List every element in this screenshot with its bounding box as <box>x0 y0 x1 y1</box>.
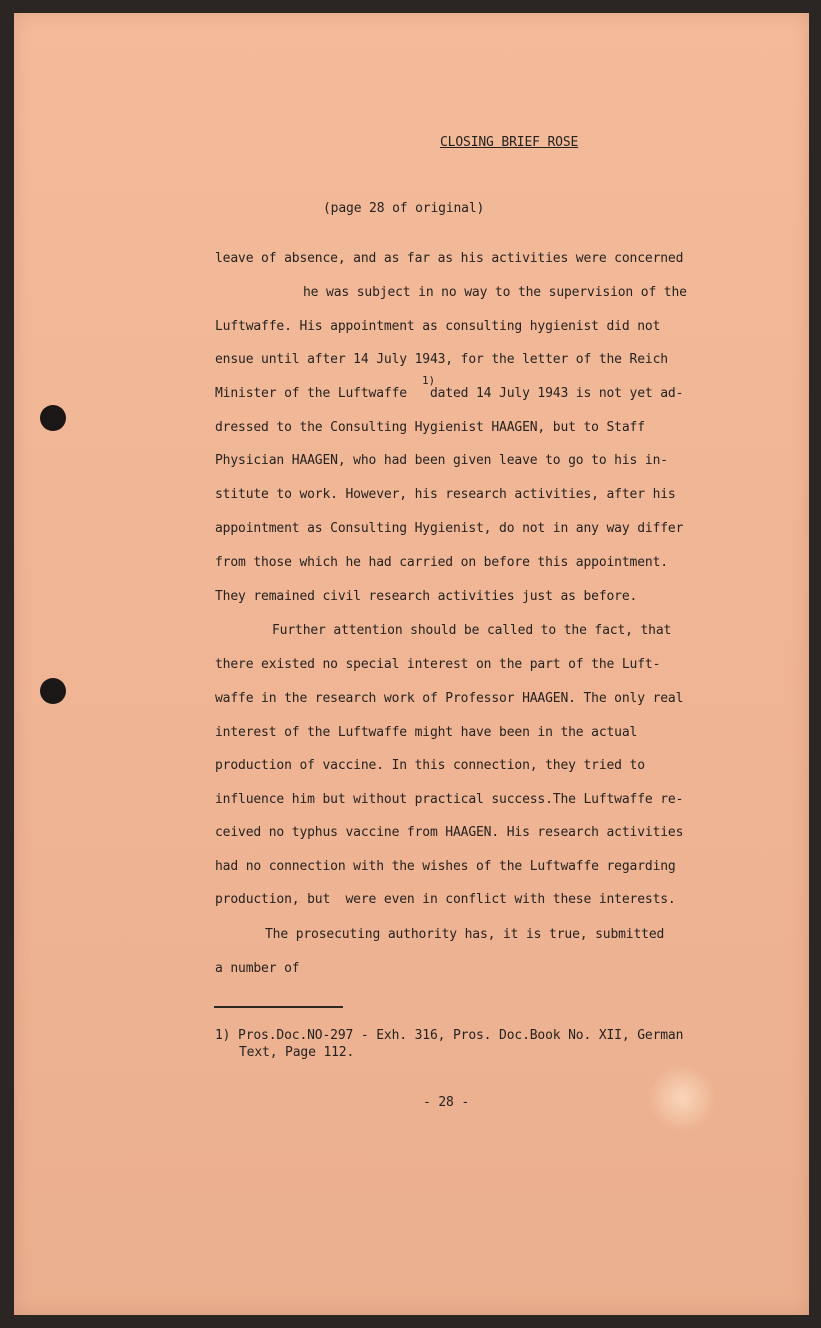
body-line-8: stitute to work. However, his research activities, after his <box>215 487 676 502</box>
body-line-12: Further attention should be called to the fact, that <box>272 623 672 638</box>
page-number: - 28 - <box>423 1095 470 1110</box>
body-line-7: Physician HAAGEN, who had been given leave to go to his in- <box>215 453 668 468</box>
body-line-15: interest of the Luftwaffe might have been in the actual <box>215 725 638 740</box>
document-title: CLOSING BRIEF ROSE <box>440 135 579 150</box>
body-line-19: had no connection with the wishes of the Luftwaffe regarding <box>215 859 676 874</box>
body-line-22: a number of <box>215 961 300 976</box>
body-line-4: ensue until after 14 July 1943, for the letter of the Reich <box>215 352 668 367</box>
footnote-reference: 1) <box>422 374 435 387</box>
body-line-14: waffe in the research work of Professor HAAGEN. The only real <box>215 691 684 706</box>
body-line-20: production, but were even in conflict with these interests. <box>215 892 676 907</box>
body-line-9: appointment as Consulting Hygienist, do not in any way differ <box>215 521 684 536</box>
body-line-11: They remained civil research activities just as before. <box>215 589 638 604</box>
footnote-divider <box>214 1006 343 1008</box>
body-line-17: influence him but without practical success.The Luftwaffe re- <box>215 792 684 807</box>
body-line-16: production of vaccine. In this connection, they tried to <box>215 758 645 773</box>
body-line-5: Minister of the Luftwaffe dated 14 July 1943 is not yet ad- <box>215 386 684 401</box>
body-line-21: The prosecuting authority has, it is true, submitted <box>265 927 665 942</box>
binder-hole-icon <box>40 405 66 431</box>
body-line-3: Luftwaffe. His appointment as consulting hygienist did not <box>215 319 661 334</box>
document-page <box>14 13 809 1315</box>
body-line-2: he was subject in no way to the supervision of the <box>303 285 687 300</box>
body-line-13: there existed no special interest on the part of the Luft- <box>215 657 661 672</box>
footnote-line-1: 1) Pros.Doc.NO-297 - Exh. 316, Pros. Doc.Book No. XII, German <box>215 1028 684 1043</box>
body-line-6: dressed to the Consulting Hygienist HAAGEN, but to Staff <box>215 420 645 435</box>
body-line-18: ceived no typhus vaccine from HAAGEN. His research activities <box>215 825 684 840</box>
body-line-1: leave of absence, and as far as his activities were concerned <box>215 251 684 266</box>
body-line-10: from those which he had carried on before this appointment. <box>215 555 668 570</box>
original-page-marker: (page 28 of original) <box>323 201 485 216</box>
binder-hole-icon <box>40 678 66 704</box>
footnote-line-2: Text, Page 112. <box>239 1045 355 1060</box>
